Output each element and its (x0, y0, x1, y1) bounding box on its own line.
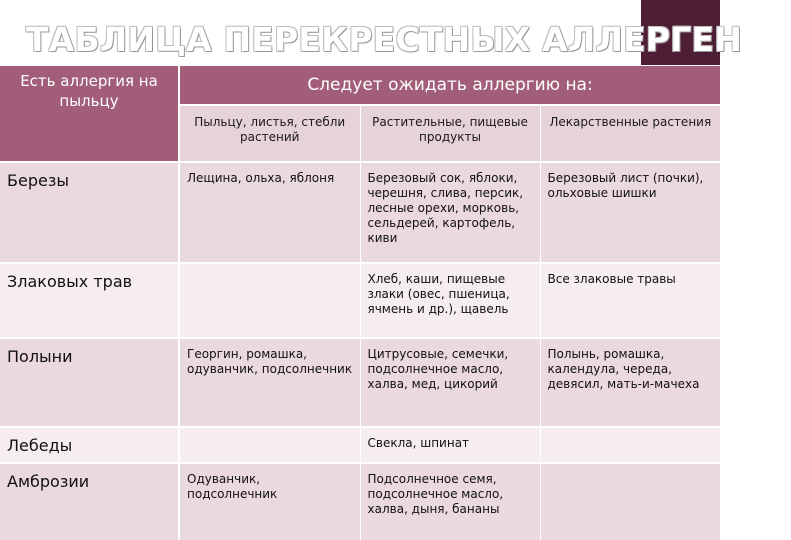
cell-food: Березовый сок, яблоки, черешня, слива, персик, лесные орехи, морковь, сельдерей, картофель, киви (360, 162, 540, 263)
cell-medicinal (540, 463, 720, 540)
header-expected-allergy: Следует ожидать аллергию на: (179, 66, 720, 105)
row-name: Полыни (0, 338, 179, 427)
table-row (0, 162, 720, 263)
cell-food: Хлеб, каши, пищевые злаки (овес, пшеница, ячмень и др.), щавель (360, 263, 540, 338)
table-row (0, 263, 720, 338)
cell-food: Свекла, шпинат (360, 427, 540, 463)
cell-medicinal: Все злаковые травы (540, 263, 720, 338)
cell-pollen (179, 263, 360, 338)
row-name: Лебеды (0, 427, 179, 463)
cell-pollen: Одуванчик, подсолнечник (179, 463, 360, 540)
cross-allergen-table (0, 66, 720, 540)
page-title-end: ОВ (742, 20, 791, 59)
cell-medicinal: Березовый лист (почки), ольховые шишки (540, 162, 720, 263)
header-pollen-allergy: Есть аллергия на пыльцу (0, 66, 179, 162)
page-title (26, 18, 791, 62)
cell-pollen: Лещина, ольха, яблоня (179, 162, 360, 263)
row-name: Амброзии (0, 463, 179, 540)
page-title-main: ТАБЛИЦА ПЕРЕКРЕСТНЫХ АЛЛЕРГЕН (26, 20, 743, 59)
cell-food: Цитрусовые, семечки, подсолнечное масло, халва, мед, цикорий (360, 338, 540, 427)
table-row (0, 463, 720, 540)
table-row (0, 338, 720, 427)
cell-medicinal (540, 427, 720, 463)
column-header-pollen: Пыльцу, листья, стебли растений (179, 105, 360, 162)
column-header-food: Растительные, пищевые продукты (360, 105, 540, 162)
column-header-medicinal: Лекарственные растения (540, 105, 720, 162)
row-name: Березы (0, 162, 179, 263)
row-name: Злаковых трав (0, 263, 179, 338)
cell-pollen: Георгин, ромашка, одуванчик, подсолнечник (179, 338, 360, 427)
cell-medicinal: Полынь, ромашка, календула, череда, девясил, мать-и-мачеха (540, 338, 720, 427)
table-row (0, 427, 720, 463)
cell-food: Подсолнечное семя, подсолнечное масло, халва, дыня, бананы (360, 463, 540, 540)
cell-pollen (179, 427, 360, 463)
